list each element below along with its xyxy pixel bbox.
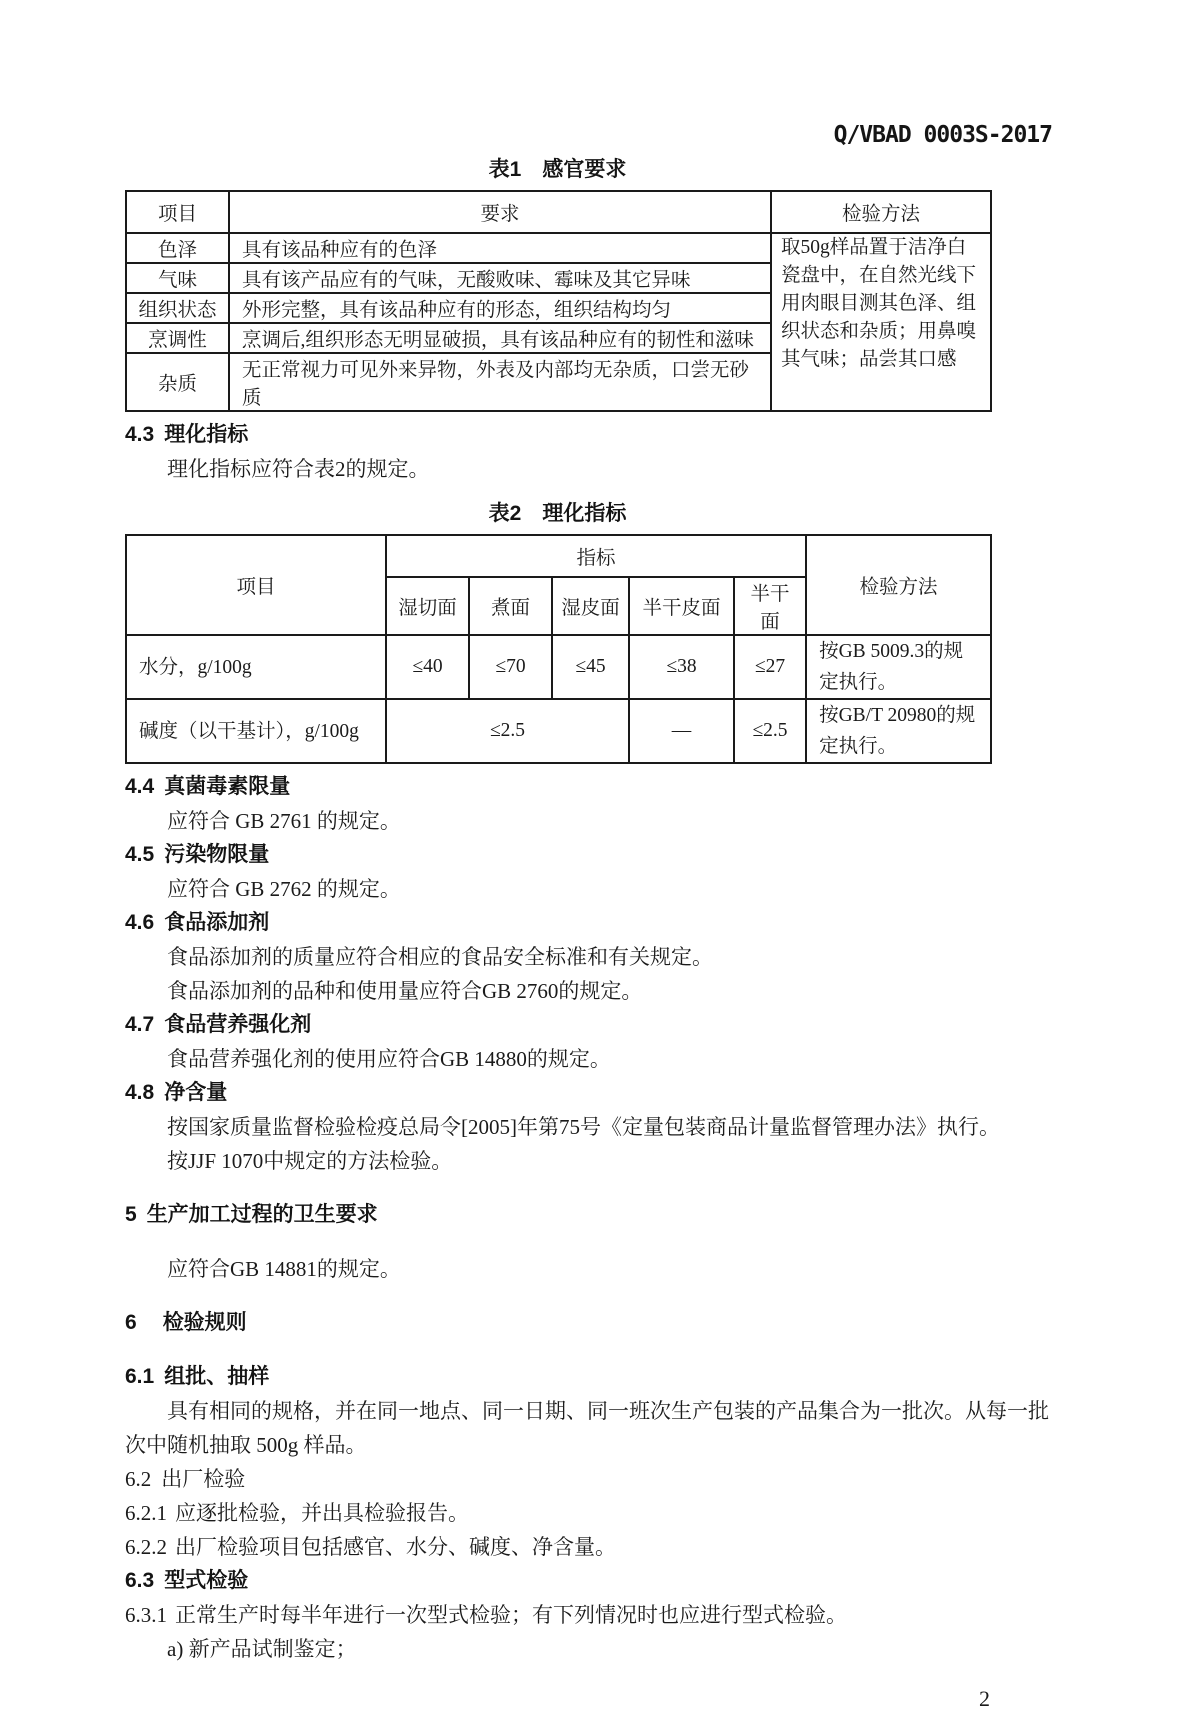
section-5-body: 应符合GB 14881的规定。 [167,1257,401,1281]
requirement-cell: 具有该产品应有的气味，无酸败味、霉味及其它异味 [229,263,771,293]
section-6-3-heading [125,1564,1052,1598]
value-cell: ≤45 [552,635,629,699]
section-number: 6.1 [125,1365,155,1388]
section-4-4-heading [125,770,1052,804]
section-number: 4.7 [125,1013,155,1036]
section-4-3-heading [125,418,1052,452]
table-row [126,233,991,263]
value-cell: ≤40 [386,635,469,699]
table2-title: 表2 理化指标 [488,502,627,525]
clause-text: 出厂检验项目包括感官、水分、碱度、净含量。 [175,1535,616,1559]
table1-col-requirement: 要求 [229,191,771,233]
requirement-cell: 具有该品种应有的色泽 [229,233,771,263]
item-cell: 气味 [126,263,229,293]
section-title: 净含量 [164,1081,228,1104]
method-cell: 按GB 5009.3的规定执行。 [806,635,991,699]
section-title: 出厂检验 [161,1467,246,1491]
item-cell: 杂质 [126,353,229,411]
section-number: 4.5 [125,843,155,866]
section-title: 污染物限量 [164,843,270,866]
section-title: 生产加工过程的卫生要求 [146,1203,378,1226]
section-6-1-body: 具有相同的规格，并在同一地点、同一日期、同一班次生产包装的产品集合为一批次。从每一批次中随机抽取 500g 样品。 [125,1399,1049,1457]
value-cell: ≤2.5 [734,699,806,763]
table1-col-item: 项目 [126,191,229,233]
section-number: 5 [125,1203,137,1226]
section-4-6-heading [125,906,1052,940]
section-6-3-1 [125,1598,1052,1632]
section-4-7-body: 食品营养强化剂的使用应符合GB 14880的规定。 [167,1047,611,1071]
section-number: 6 [125,1311,137,1334]
section-4-6-body-2: 食品添加剂的品种和使用量应符合GB 2760的规定。 [167,979,643,1003]
subcol-boiled-noodle: 煮面 [469,577,552,635]
subcol-semidry-noodle: 半干面 [734,577,806,635]
item-cell: 碱度（以干基计），g/100g [126,699,386,763]
section-title: 组批、抽样 [164,1365,270,1388]
section-title: 食品营养强化剂 [164,1013,312,1036]
section-number: 6.3 [125,1569,155,1592]
section-4-5-body: 应符合 GB 2762 的规定。 [167,877,401,901]
table1-header-row [126,191,991,233]
subcol-wet-wrapper: 湿皮面 [552,577,629,635]
item-cell: 烹调性 [126,323,229,353]
clause-number: 6.2.2 [125,1535,167,1559]
section-6-2-1 [125,1496,1052,1530]
table2-physicochemical-indicators [125,534,992,764]
item-cell: 色泽 [126,233,229,263]
section-title: 理化指标 [164,423,249,446]
section-title: 型式检验 [164,1569,249,1592]
table2-col-method: 检验方法 [806,535,991,635]
section-number: 4.4 [125,775,155,798]
value-cell: ≤70 [469,635,552,699]
table-row [126,699,991,763]
section-number: 4.3 [125,423,155,446]
section-4-4-body: 应符合 GB 2761 的规定。 [167,809,401,833]
clause-number: 6.2.1 [125,1501,167,1525]
section-6-2-2 [125,1530,1052,1564]
section-title: 真菌毒素限量 [164,775,291,798]
clause-number: 6.3.1 [125,1603,167,1627]
section-title: 食品添加剂 [164,911,270,934]
section-4-7-heading [125,1008,1052,1042]
section-6-1-heading [125,1360,1052,1394]
table2-col-item: 项目 [126,535,386,635]
section-6-3-1-item-a: a) 新产品试制鉴定； [167,1637,357,1661]
section-number: 4.6 [125,911,155,934]
table1-col-method: 检验方法 [771,191,991,233]
requirement-cell: 外形完整，具有该品种应有的形态，组织结构均匀 [229,293,771,323]
table1-sensory-requirements [125,190,992,412]
section-5-heading [125,1198,1052,1232]
subcol-wet-cut-noodle: 湿切面 [386,577,469,635]
section-6-2-heading [125,1462,1052,1496]
value-cell: ≤27 [734,635,806,699]
section-4-8-body-1: 按国家质量监督检验检疫总局令[2005]年第75号《定量包装商品计量监督管理办法》执行。 [167,1115,1000,1139]
section-6-heading [125,1306,1052,1340]
section-4-6-body-1: 食品添加剂的质量应符合相应的食品安全标准和有关规定。 [167,945,713,969]
clause-text: 应逐批检验，并出具检验报告。 [175,1501,469,1525]
section-4-3-body: 理化指标应符合表2的规定。 [167,457,430,481]
table1-title: 表1 感官要求 [488,158,627,181]
standard-code: Q/VBAD 0003S-2017 [833,122,1052,148]
section-number: 4.8 [125,1081,155,1104]
value-cell: ≤38 [629,635,734,699]
section-4-8-heading [125,1076,1052,1110]
section-4-5-heading [125,838,1052,872]
table2-header-row-1 [126,535,991,577]
page-number: 2 [979,1686,990,1711]
requirement-cell: 无正常视力可见外来异物，外表及内部均无杂质，口尝无砂质 [229,353,771,411]
table-row [126,635,991,699]
section-4-8-body-2: 按JJF 1070中规定的方法检验。 [167,1149,453,1173]
merged-value-cell: ≤2.5 [386,699,629,763]
requirement-cell: 烹调后,组织形态无明显破损，具有该品种应有的韧性和滋味 [229,323,771,353]
section-number: 6.2 [125,1467,152,1491]
subcol-semidry-wrapper: 半干皮面 [629,577,734,635]
table2-col-indicator: 指标 [386,535,806,577]
clause-text: 正常生产时每半年进行一次型式检验；有下列情况时也应进行型式检验。 [175,1603,847,1627]
item-cell: 组织状态 [126,293,229,323]
method-cell: 按GB/T 20980的规定执行。 [806,699,991,763]
method-cell: 取50g样品置于洁净白瓷盘中，在自然光线下用肉眼目测其色泽、组织状态和杂质；用鼻嗅其气味；品尝其口感 [771,233,991,411]
item-cell: 水分，g/100g [126,635,386,699]
dash-cell: — [629,699,734,763]
section-title: 检验规则 [162,1311,247,1334]
